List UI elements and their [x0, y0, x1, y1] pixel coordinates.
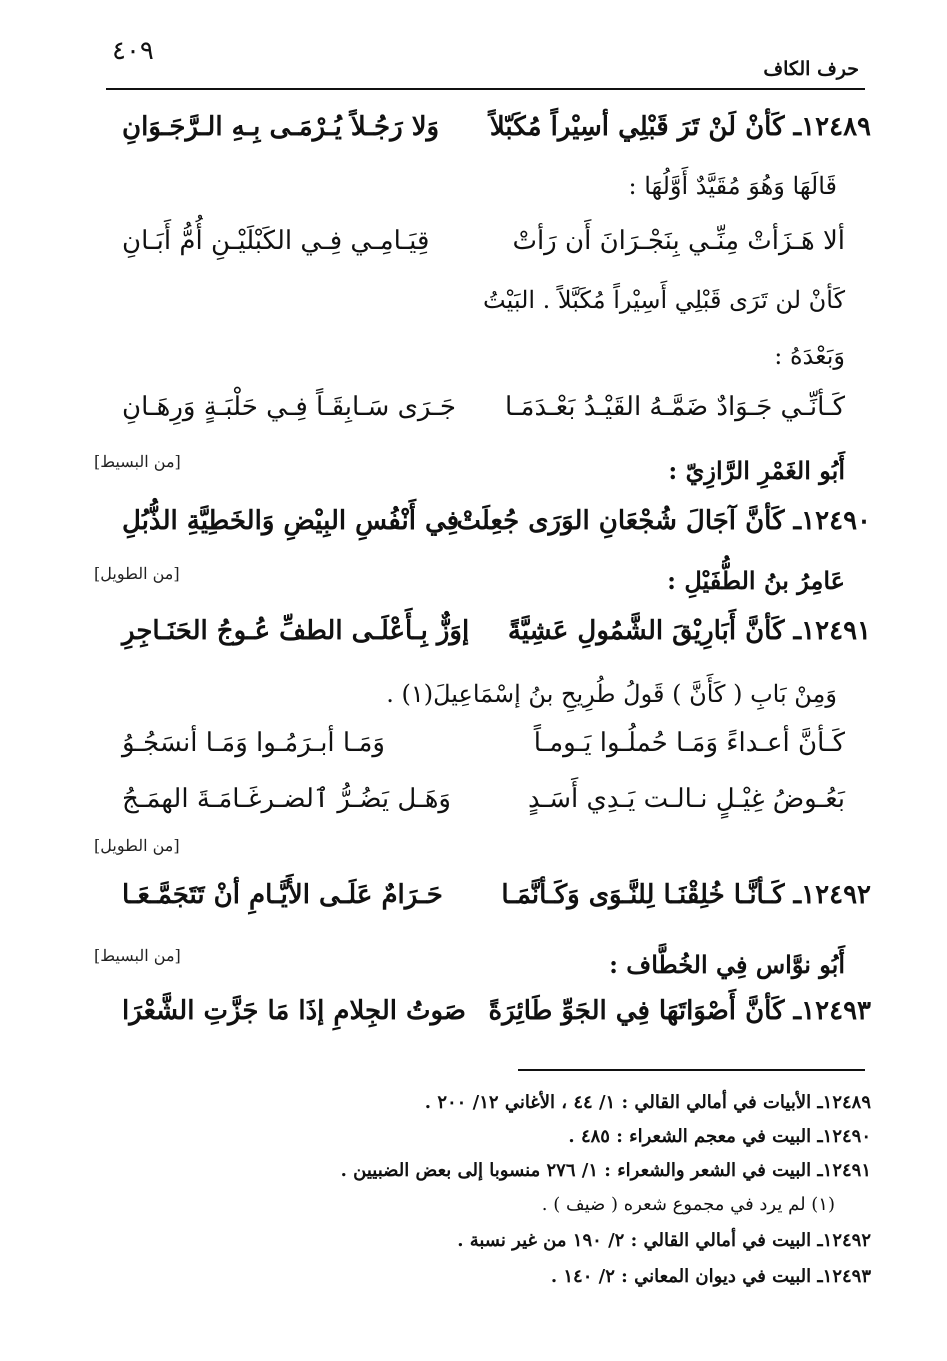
verse-first-hemistich [501, 880, 871, 910]
prose-line: وَمِنْ بَابِ ( كَأَنَّ ) قَولُ طُرِيحِ بنُ إسْمَاعِيلَ(١) . [386, 680, 837, 708]
hemistich-text: كَأنَّ أَبَارِيْقَ الشَّمُولِ عَشِيَّةً [507, 616, 785, 646]
verse-second-hemistich: جَـرَى سَـابِقَـاً فِـي حَلْبَـةٍ وَرِهَـانِ [122, 392, 456, 422]
verse-12493 [100, 996, 871, 1044]
verse-second-hemistich: وَهَـل يَضُـرُّ ٱلضـرغَـامَـةَ الهمَـجُ [122, 784, 451, 814]
verse-first-hemistich: كَـأنِّـي جَـوَادٌ ضَمَّـهُ القَيْـدُ بَعْـدَمَـا [504, 392, 845, 422]
verse-number: ١٢٤٨٩ـ [793, 112, 871, 142]
verse-second-hemistich: إوَزٌّ بِـأَعْلَـى الطفِّ عُـوجُ الحَنَـاجِرِ [122, 616, 470, 646]
verse-first-hemistich [489, 996, 872, 1026]
hemistich-text: كَأنَّ أَصْوَاتَهَا فِي الجَوِّ طَائِرَةً [488, 996, 785, 1026]
verse-first-hemistich [456, 506, 871, 536]
verse-first-hemistich: بَعُـوضُ غِيْـلٍ نـالـت يَـدِي أَسَـدٍ [527, 784, 845, 814]
poet-name: أَبُو نوَّاس فِي الخُطَّاف : [609, 950, 845, 979]
quoted-verse [100, 784, 845, 832]
verse-second-hemistich: حَـرَامٌ عَلَـى الأَيَّـامِ أنْ تَتَجَمَّـعَـا [122, 880, 443, 910]
running-head: حرف الكاف [763, 58, 859, 80]
footnote: ١٢٤٩٠ـ البيت في معجم الشعراء : ٤٨٥ . [568, 1126, 871, 1147]
verse-second-hemistich: قِيَـامِـي فِـي الكَبْلَيْـنِ أُمُّ أَبَـانِ [122, 226, 430, 256]
footnote: ١٢٤٩٣ـ البيت في ديوان المعاني : ٢/ ١٤٠ . [550, 1266, 871, 1287]
verse-first-hemistich: كَـأنَّ أعـداءً وَمَـا حُملُـوا يَـومـاً [533, 728, 845, 758]
prose-line: كَأنْ لن تَرَى قَبْلِي أَسِيْراً مُكَبَّلاً . البَيْتُ [483, 286, 845, 314]
hemistich-text: كَأنْ لَنْ تَرَ قَبْلِي أسِيْراً مُكَبّلاً [489, 112, 785, 142]
meter-label: [من الطويل] [94, 564, 180, 583]
meter-label: [من البسيط] [94, 946, 181, 965]
verse-second-hemistich: وَلا رَجُـلاً يُـرْمَـى بِـهِ الـرَّجَـوَانِ [122, 112, 440, 142]
footnote: ١٢٤٩٢ـ البيت في أمالي القالي : ٢/ ١٩٠ من غير نسبة . [457, 1230, 871, 1251]
footnote: (١) لم يرد في مجموع شعره ( ضيف ) . [541, 1194, 835, 1215]
verse-number: ١٢٤٩٢ـ [793, 880, 871, 910]
verse-12492 [100, 880, 871, 928]
verse-second-hemistich: فِي أَنْفُسِ البِيْضِ وَالخَطِيَّةِ الذُّبُلِ [122, 506, 460, 536]
footnote: ١٢٤٩١ـ البيت في الشعر والشعراء : ١/ ٢٧٦ منسوبا إلى بعض الضبيين . [340, 1160, 871, 1181]
hemistich-text: كَـأنَّـا خُلِقْنَـا لِلنَّـوَى وَكَـأنَّمَـا [501, 880, 785, 910]
meter-label: [من البسيط] [94, 452, 181, 471]
verse-second-hemistich: وَمَـا أبـرَمُـوا وَمَـا أنسَجُـوُ [122, 728, 385, 758]
prose-line: وَبَعْدَهُ : [774, 342, 845, 370]
verse-second-hemistich: صَوتُ الجِلامِ إذَا مَا جَزَّتِ الشَّعْرَا [122, 996, 467, 1026]
quoted-verse [100, 392, 845, 440]
verse-first-hemistich [490, 112, 871, 142]
verse-12489 [100, 112, 871, 160]
poet-name: عَامِرُ بنُ الطُّفَيْلِ : [667, 566, 845, 595]
prose-line: قَالَهَا وَهُوَ مُقَيَّدٌ أَوَّلُهَا : [628, 172, 837, 200]
header-rule [106, 88, 865, 90]
verse-number: ١٢٤٩٠ـ [793, 506, 871, 536]
verse-12490 [100, 506, 871, 554]
verse-first-hemistich: ألا هَـزَأتْ مِنِّـي بِنَجْـرَانَ أَن رَأتْ [512, 226, 845, 256]
quoted-verse [100, 226, 845, 274]
quoted-verse [100, 728, 845, 776]
footnote-rule [518, 1069, 865, 1071]
verse-12491 [100, 616, 871, 664]
verse-number: ١٢٤٩١ـ [793, 616, 871, 646]
page-number: ٤٠٩ [112, 36, 154, 66]
poet-name: أَبُو الغَمْرِ الرَّازِيّ : [668, 456, 845, 485]
footnote: ١٢٤٨٩ـ الأبيات في أمالي القالي : ١/ ٤٤ ، الأغاني ١٢/ ٢٠٠ . [424, 1092, 871, 1113]
verse-first-hemistich [508, 616, 871, 646]
hemistich-text: كَأنَّ آجَالَ شُجْعَانِ الوَرَى جُعِلَتْ [456, 506, 785, 536]
meter-label: [من الطويل] [94, 836, 180, 855]
verse-number: ١٢٤٩٣ـ [793, 996, 871, 1026]
